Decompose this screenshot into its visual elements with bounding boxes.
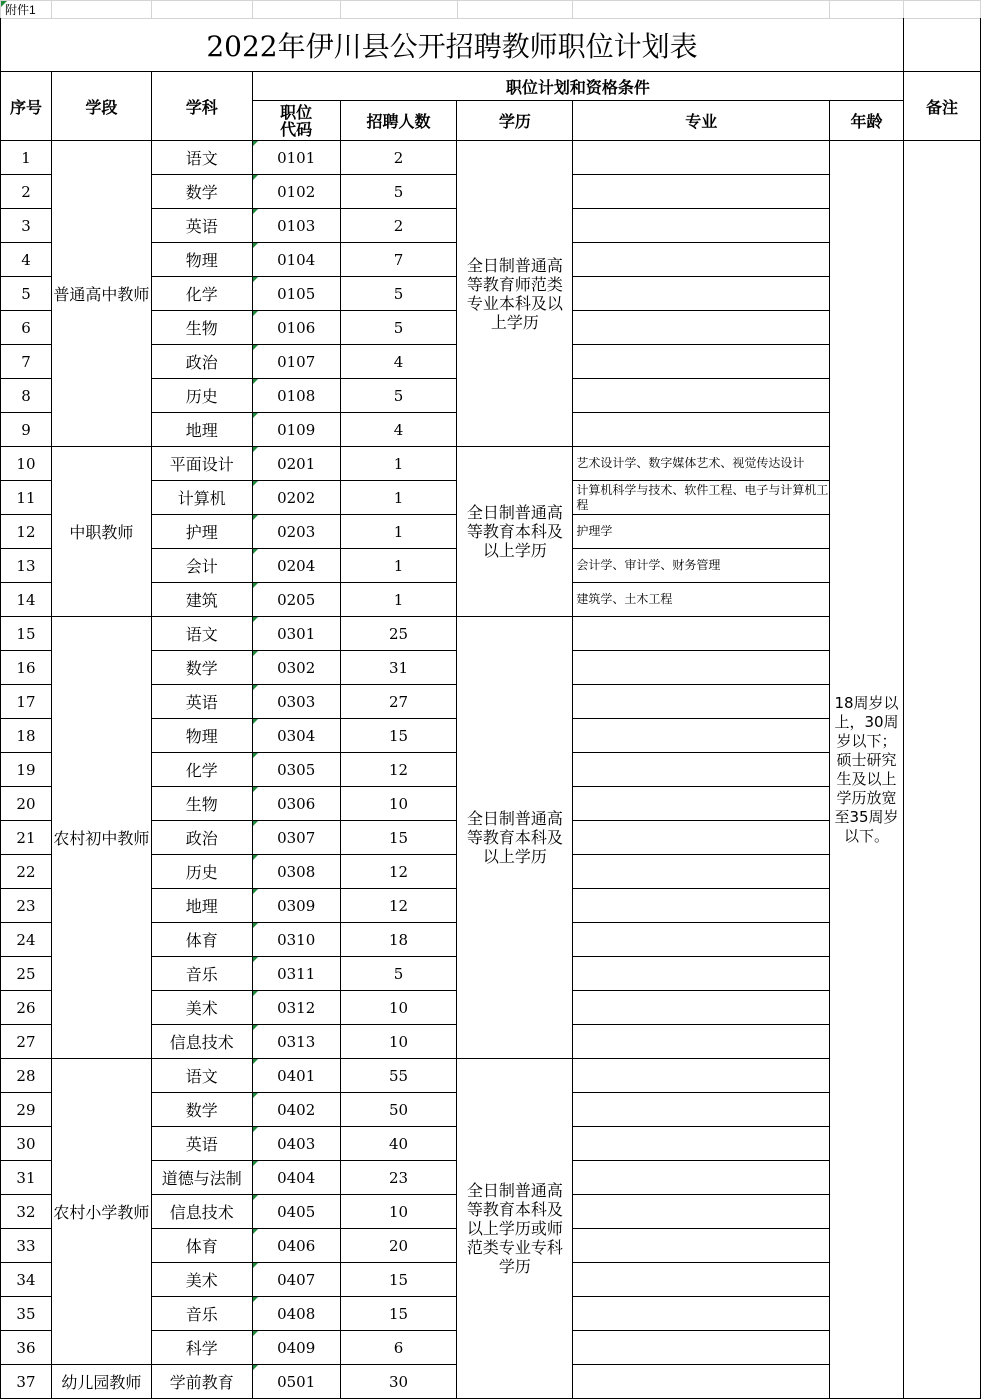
major-cell[interactable] <box>573 685 830 719</box>
row-seq-cell[interactable]: 13 <box>1 549 52 583</box>
subject-cell[interactable]: 化学 <box>151 753 252 787</box>
empty-cell[interactable] <box>830 1 904 19</box>
row-seq-cell[interactable]: 25 <box>1 957 52 991</box>
major-cell[interactable] <box>573 345 830 379</box>
hire-count-cell[interactable]: 15 <box>340 821 457 855</box>
stage-cell[interactable]: 普通高中教师 <box>51 141 151 447</box>
subject-cell[interactable]: 数学 <box>151 1093 252 1127</box>
remark-cell[interactable] <box>904 141 981 1399</box>
position-code-cell[interactable]: 0305 <box>252 753 340 787</box>
hire-count-cell[interactable]: 4 <box>340 345 457 379</box>
hire-count-cell[interactable]: 15 <box>340 1297 457 1331</box>
header-age[interactable]: 年龄 <box>830 101 904 141</box>
hire-count-cell[interactable]: 2 <box>340 209 457 243</box>
header-remark[interactable]: 备注 <box>904 72 981 141</box>
position-code-cell[interactable]: 0203 <box>252 515 340 549</box>
major-cell[interactable] <box>573 855 830 889</box>
major-cell[interactable]: 会计学、审计学、财务管理 <box>573 549 830 583</box>
subject-cell[interactable]: 建筑 <box>151 583 252 617</box>
subject-cell[interactable]: 语文 <box>151 1059 252 1093</box>
header-seq[interactable]: 序号 <box>1 72 52 141</box>
subject-cell[interactable]: 护理 <box>151 515 252 549</box>
major-cell[interactable] <box>573 719 830 753</box>
position-code-cell[interactable]: 0101 <box>252 141 340 175</box>
empty-cell[interactable] <box>457 1 573 19</box>
hire-count-cell[interactable]: 40 <box>340 1127 457 1161</box>
hire-count-cell[interactable]: 1 <box>340 481 457 515</box>
row-seq-cell[interactable]: 23 <box>1 889 52 923</box>
subject-cell[interactable]: 政治 <box>151 345 252 379</box>
position-code-cell[interactable]: 0309 <box>252 889 340 923</box>
position-code-cell[interactable]: 0401 <box>252 1059 340 1093</box>
position-code-cell[interactable]: 0103 <box>252 209 340 243</box>
major-cell[interactable]: 建筑学、土木工程 <box>573 583 830 617</box>
hire-count-cell[interactable]: 1 <box>340 515 457 549</box>
major-cell[interactable] <box>573 821 830 855</box>
row-seq-cell[interactable]: 4 <box>1 243 52 277</box>
subject-cell[interactable]: 语文 <box>151 617 252 651</box>
empty-cell[interactable] <box>51 1 151 19</box>
hire-count-cell[interactable]: 27 <box>340 685 457 719</box>
subject-cell[interactable]: 音乐 <box>151 957 252 991</box>
subject-cell[interactable]: 历史 <box>151 855 252 889</box>
subject-cell[interactable]: 美术 <box>151 1263 252 1297</box>
position-code-cell[interactable]: 0202 <box>252 481 340 515</box>
hire-count-cell[interactable]: 18 <box>340 923 457 957</box>
header-code[interactable] <box>252 101 340 141</box>
row-seq-cell[interactable]: 16 <box>1 651 52 685</box>
major-cell[interactable] <box>573 1195 830 1229</box>
major-cell[interactable] <box>573 1297 830 1331</box>
position-code-cell[interactable]: 0402 <box>252 1093 340 1127</box>
row-seq-cell[interactable]: 5 <box>1 277 52 311</box>
row-seq-cell[interactable]: 17 <box>1 685 52 719</box>
position-code-cell[interactable]: 0409 <box>252 1331 340 1365</box>
hire-count-cell[interactable]: 12 <box>340 855 457 889</box>
row-seq-cell[interactable]: 36 <box>1 1331 52 1365</box>
hire-count-cell[interactable]: 31 <box>340 651 457 685</box>
subject-cell[interactable]: 物理 <box>151 243 252 277</box>
subject-cell[interactable]: 英语 <box>151 209 252 243</box>
stage-cell[interactable]: 农村小学教师 <box>51 1059 151 1365</box>
hire-count-cell[interactable]: 12 <box>340 753 457 787</box>
position-code-cell[interactable]: 0306 <box>252 787 340 821</box>
row-seq-cell[interactable]: 21 <box>1 821 52 855</box>
row-seq-cell[interactable]: 7 <box>1 345 52 379</box>
row-seq-cell[interactable]: 24 <box>1 923 52 957</box>
position-code-cell[interactable]: 0201 <box>252 447 340 481</box>
header-code-line1: 职位 <box>280 102 313 122</box>
row-seq-cell[interactable]: 29 <box>1 1093 52 1127</box>
major-cell[interactable] <box>573 957 830 991</box>
row-seq-cell[interactable]: 3 <box>1 209 52 243</box>
subject-cell[interactable]: 音乐 <box>151 1297 252 1331</box>
education-cell[interactable]: 全日制普通高等教育本科及以上学历 <box>457 447 573 617</box>
major-cell[interactable] <box>573 889 830 923</box>
major-cell[interactable]: 艺术设计学、数字媒体艺术、视觉传达设计 <box>573 447 830 481</box>
attachment-label[interactable]: 附件1 <box>1 1 52 19</box>
row-seq-cell[interactable]: 37 <box>1 1365 52 1399</box>
header-education[interactable]: 学历 <box>457 101 573 141</box>
header-stage[interactable]: 学段 <box>51 72 151 141</box>
row-seq-cell[interactable]: 20 <box>1 787 52 821</box>
row-seq-cell[interactable]: 14 <box>1 583 52 617</box>
position-code-cell[interactable]: 0107 <box>252 345 340 379</box>
empty-cell[interactable] <box>904 18 981 72</box>
position-code-cell[interactable]: 0404 <box>252 1161 340 1195</box>
major-cell[interactable]: 计算机科学与技术、软件工程、电子与计算机工程 <box>573 481 830 515</box>
row-seq-cell[interactable]: 27 <box>1 1025 52 1059</box>
major-cell[interactable] <box>573 1365 830 1399</box>
major-cell[interactable] <box>573 991 830 1025</box>
subject-cell[interactable]: 美术 <box>151 991 252 1025</box>
hire-count-cell[interactable]: 50 <box>340 1093 457 1127</box>
subject-cell[interactable]: 信息技术 <box>151 1025 252 1059</box>
major-cell[interactable] <box>573 1229 830 1263</box>
row-seq-cell[interactable]: 12 <box>1 515 52 549</box>
position-code-cell[interactable]: 0311 <box>252 957 340 991</box>
subject-cell[interactable]: 物理 <box>151 719 252 753</box>
major-cell[interactable] <box>573 1161 830 1195</box>
table-title[interactable]: 2022年伊川县公开招聘教师职位计划表 <box>1 18 904 72</box>
major-cell[interactable] <box>573 1093 830 1127</box>
empty-cell[interactable] <box>151 1 252 19</box>
row-seq-cell[interactable]: 28 <box>1 1059 52 1093</box>
subject-cell[interactable]: 体育 <box>151 923 252 957</box>
education-cell[interactable]: 全日制普通高等教育师范类专业本科及以上学历 <box>457 141 573 447</box>
hire-count-cell[interactable]: 55 <box>340 1059 457 1093</box>
row-seq-cell[interactable]: 10 <box>1 447 52 481</box>
row-seq-cell[interactable]: 32 <box>1 1195 52 1229</box>
hire-count-cell[interactable]: 23 <box>340 1161 457 1195</box>
major-cell[interactable] <box>573 277 830 311</box>
position-code-cell[interactable]: 0408 <box>252 1297 340 1331</box>
empty-cell[interactable] <box>904 1 981 19</box>
row-seq-cell[interactable]: 34 <box>1 1263 52 1297</box>
position-code-cell[interactable]: 0313 <box>252 1025 340 1059</box>
major-cell[interactable] <box>573 1263 830 1297</box>
major-cell[interactable] <box>573 209 830 243</box>
subject-cell[interactable]: 体育 <box>151 1229 252 1263</box>
row-seq-cell[interactable]: 35 <box>1 1297 52 1331</box>
subject-cell[interactable]: 英语 <box>151 685 252 719</box>
major-cell[interactable] <box>573 787 830 821</box>
major-cell[interactable] <box>573 175 830 209</box>
major-cell[interactable] <box>573 141 830 175</box>
hire-count-cell[interactable]: 5 <box>340 175 457 209</box>
empty-cell[interactable] <box>340 1 457 19</box>
major-cell[interactable] <box>573 1025 830 1059</box>
hire-count-cell[interactable]: 10 <box>340 1025 457 1059</box>
major-cell[interactable] <box>573 753 830 787</box>
row-seq-cell[interactable]: 2 <box>1 175 52 209</box>
subject-cell[interactable]: 地理 <box>151 413 252 447</box>
subject-cell[interactable]: 信息技术 <box>151 1195 252 1229</box>
subject-cell[interactable]: 政治 <box>151 821 252 855</box>
position-code-cell[interactable]: 0104 <box>252 243 340 277</box>
header-count[interactable]: 招聘人数 <box>340 101 457 141</box>
row-seq-cell[interactable]: 9 <box>1 413 52 447</box>
major-cell[interactable] <box>573 413 830 447</box>
position-code-cell[interactable]: 0102 <box>252 175 340 209</box>
empty-cell[interactable] <box>573 1 830 19</box>
major-cell[interactable] <box>573 1331 830 1365</box>
table-row <box>1 141 981 175</box>
position-code-cell[interactable]: 0204 <box>252 549 340 583</box>
subject-cell[interactable]: 化学 <box>151 277 252 311</box>
hire-count-cell[interactable]: 10 <box>340 787 457 821</box>
major-cell[interactable]: 护理学 <box>573 515 830 549</box>
subject-cell[interactable]: 地理 <box>151 889 252 923</box>
hire-count-cell[interactable]: 12 <box>340 889 457 923</box>
stage-cell[interactable]: 幼儿园教师 <box>51 1365 151 1399</box>
position-code-cell[interactable]: 0403 <box>252 1127 340 1161</box>
position-code-cell[interactable]: 0108 <box>252 379 340 413</box>
subject-cell[interactable]: 平面设计 <box>151 447 252 481</box>
position-code-cell[interactable]: 0307 <box>252 821 340 855</box>
hire-count-cell[interactable]: 6 <box>340 1331 457 1365</box>
hire-count-cell[interactable]: 5 <box>340 957 457 991</box>
position-code-cell[interactable]: 0312 <box>252 991 340 1025</box>
stage-cell[interactable]: 农村初中教师 <box>51 617 151 1059</box>
subject-cell[interactable]: 生物 <box>151 787 252 821</box>
subject-cell[interactable]: 道德与法制 <box>151 1161 252 1195</box>
row-seq-cell[interactable]: 33 <box>1 1229 52 1263</box>
hire-count-cell[interactable]: 5 <box>340 379 457 413</box>
position-code-cell[interactable]: 0308 <box>252 855 340 889</box>
hire-count-cell[interactable]: 1 <box>340 549 457 583</box>
education-cell[interactable]: 全日制普通高等教育本科及以上学历 <box>457 617 573 1059</box>
subject-cell[interactable]: 科学 <box>151 1331 252 1365</box>
row-seq-cell[interactable]: 19 <box>1 753 52 787</box>
attachment-row <box>0 0 981 19</box>
header-plan-group[interactable]: 职位计划和资格条件 <box>252 72 903 101</box>
position-code-cell[interactable]: 0301 <box>252 617 340 651</box>
row-seq-cell[interactable]: 8 <box>1 379 52 413</box>
row-seq-cell[interactable]: 26 <box>1 991 52 1025</box>
position-code-cell[interactable]: 0303 <box>252 685 340 719</box>
subject-cell[interactable]: 会计 <box>151 549 252 583</box>
hire-count-cell[interactable]: 10 <box>340 991 457 1025</box>
position-code-cell[interactable]: 0310 <box>252 923 340 957</box>
position-code-cell[interactable]: 0302 <box>252 651 340 685</box>
age-requirement-cell[interactable]: 18周岁以上，30周岁以下；硕士研究生及以上学历放宽至35周岁以下。 <box>830 141 904 1399</box>
stage-cell[interactable]: 中职教师 <box>51 447 151 617</box>
education-cell[interactable]: 全日制普通高等教育本科及以上学历或师范类专业专科学历 <box>457 1059 573 1399</box>
position-code-cell[interactable]: 0405 <box>252 1195 340 1229</box>
position-code-cell[interactable]: 0304 <box>252 719 340 753</box>
major-cell[interactable] <box>573 617 830 651</box>
position-code-cell[interactable]: 0407 <box>252 1263 340 1297</box>
major-cell[interactable] <box>573 651 830 685</box>
subject-cell[interactable]: 语文 <box>151 141 252 175</box>
empty-cell[interactable] <box>252 1 340 19</box>
major-cell[interactable] <box>573 923 830 957</box>
header-subject[interactable]: 学科 <box>151 72 252 141</box>
hire-count-cell[interactable]: 15 <box>340 719 457 753</box>
row-seq-cell[interactable]: 31 <box>1 1161 52 1195</box>
hire-count-cell[interactable]: 5 <box>340 277 457 311</box>
header-code-line2: 代码 <box>280 119 313 139</box>
position-code-cell[interactable]: 0105 <box>252 277 340 311</box>
hire-count-cell[interactable]: 5 <box>340 311 457 345</box>
position-code-cell[interactable]: 0406 <box>252 1229 340 1263</box>
header-major[interactable]: 专业 <box>573 101 830 141</box>
subject-cell[interactable]: 学前教育 <box>151 1365 252 1399</box>
row-seq-cell[interactable]: 6 <box>1 311 52 345</box>
hire-count-cell[interactable]: 1 <box>340 447 457 481</box>
hire-count-cell[interactable]: 25 <box>340 617 457 651</box>
subject-cell[interactable]: 数学 <box>151 651 252 685</box>
hire-count-cell[interactable]: 2 <box>340 141 457 175</box>
subject-cell[interactable]: 数学 <box>151 175 252 209</box>
major-cell[interactable] <box>573 379 830 413</box>
subject-cell[interactable]: 历史 <box>151 379 252 413</box>
subject-cell[interactable]: 计算机 <box>151 481 252 515</box>
position-code-cell[interactable]: 0205 <box>252 583 340 617</box>
major-cell[interactable] <box>573 311 830 345</box>
major-cell[interactable] <box>573 1127 830 1161</box>
position-code-cell[interactable]: 0501 <box>252 1365 340 1399</box>
hire-count-cell[interactable]: 20 <box>340 1229 457 1263</box>
row-seq-cell[interactable]: 11 <box>1 481 52 515</box>
subject-cell[interactable]: 生物 <box>151 311 252 345</box>
position-code-cell[interactable]: 0106 <box>252 311 340 345</box>
teacher-recruitment-table <box>0 18 981 1399</box>
hire-count-cell[interactable]: 30 <box>340 1365 457 1399</box>
row-seq-cell[interactable]: 1 <box>1 141 52 175</box>
position-code-cell[interactable]: 0109 <box>252 413 340 447</box>
hire-count-cell[interactable]: 15 <box>340 1263 457 1297</box>
major-cell[interactable] <box>573 243 830 277</box>
subject-cell[interactable]: 英语 <box>151 1127 252 1161</box>
hire-count-cell[interactable]: 1 <box>340 583 457 617</box>
major-cell[interactable] <box>573 1059 830 1093</box>
hire-count-cell[interactable]: 7 <box>340 243 457 277</box>
hire-count-cell[interactable]: 4 <box>340 413 457 447</box>
row-seq-cell[interactable]: 22 <box>1 855 52 889</box>
hire-count-cell[interactable]: 10 <box>340 1195 457 1229</box>
row-seq-cell[interactable]: 30 <box>1 1127 52 1161</box>
row-seq-cell[interactable]: 15 <box>1 617 52 651</box>
row-seq-cell[interactable]: 18 <box>1 719 52 753</box>
